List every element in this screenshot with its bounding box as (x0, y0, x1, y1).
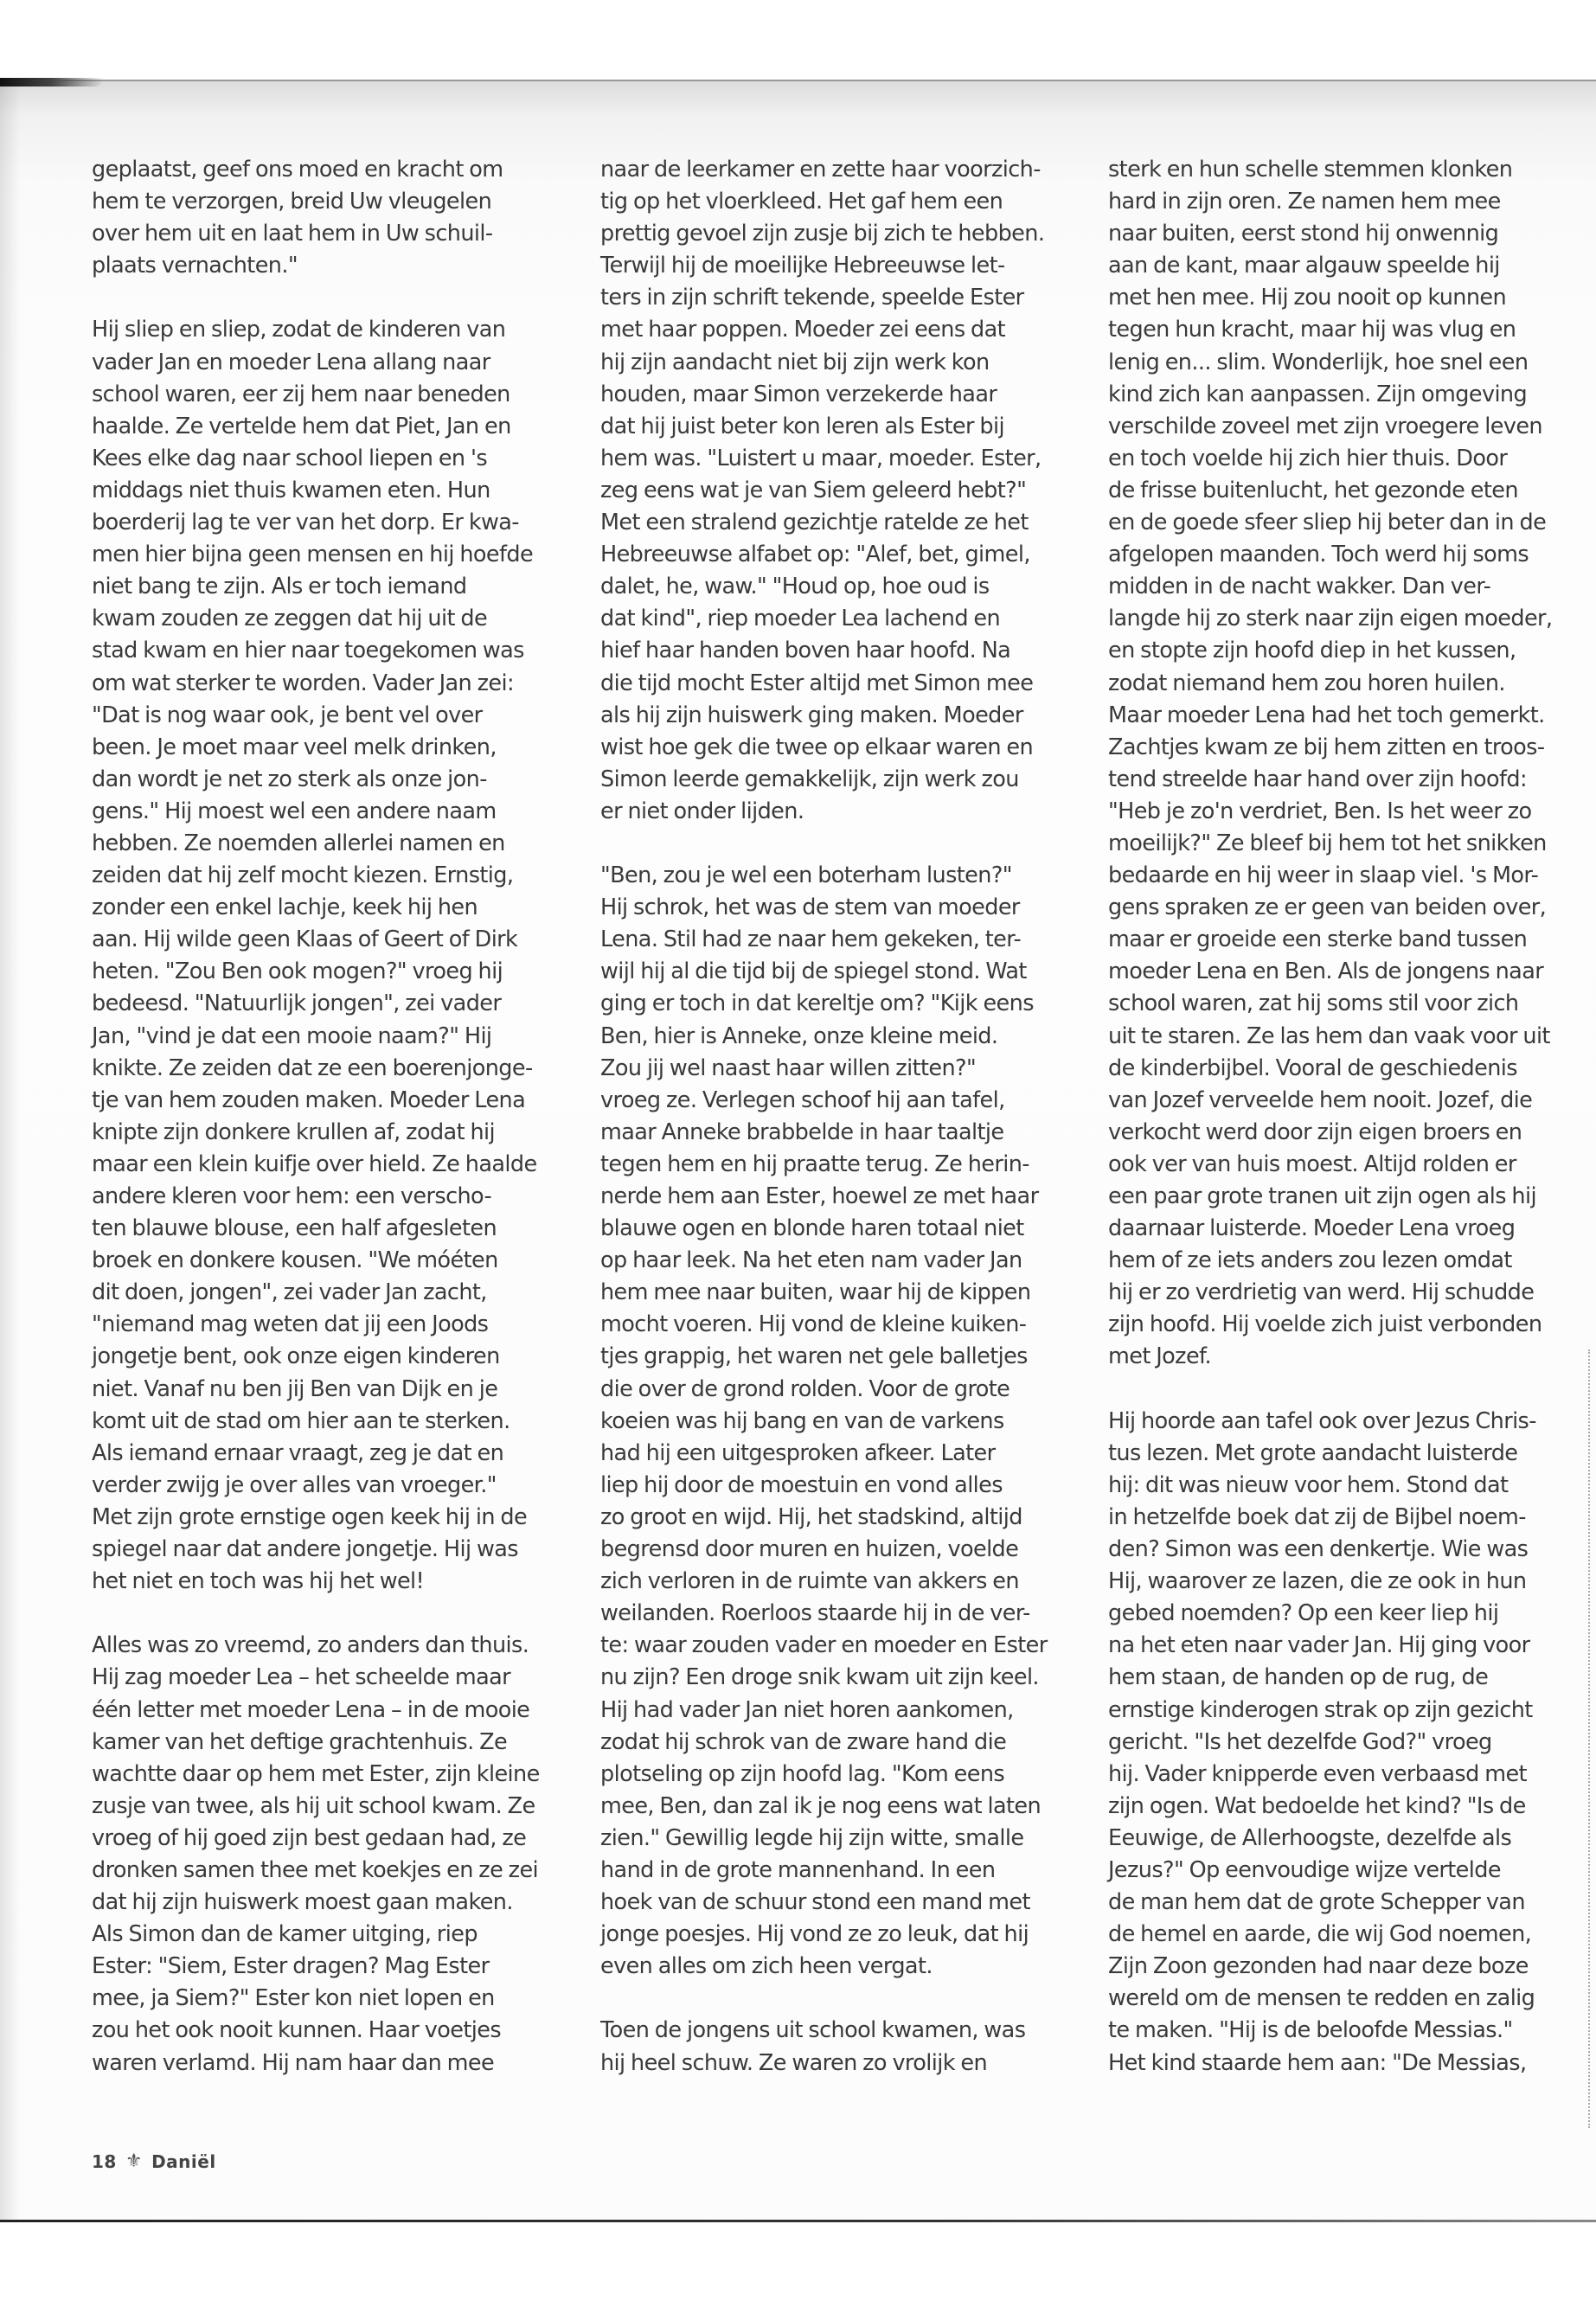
text-line: hem staan, de handen op de rug, de (1108, 1664, 1489, 1691)
text-line: spiegel naar dat andere jongetje. Hij was (92, 1536, 518, 1563)
text-line: mee, ja Siem?" Ester kon niet lopen en (92, 1985, 495, 2012)
text-column-2 (600, 154, 1050, 2080)
text-line: wereld om de mensen te redden en zalig (1108, 1985, 1535, 2012)
page-binding-shadow (0, 80, 21, 2221)
text-line: waren verlamd. Hij nam haar dan mee (92, 2049, 495, 2076)
text-line: zou het ook nooit kunnen. Haar voetjes (92, 2017, 502, 2044)
text-line: komt uit de stad om hier aan te sterken. (92, 1407, 510, 1434)
text-line: Jezus?" Op eenvoudige wijze vertelde (1108, 1856, 1501, 1883)
text-line: weilanden. Roerloos staarde hij in de ver- (600, 1600, 1030, 1627)
text-line: bedeesd. "Natuurlijk jongen", zei vader (92, 990, 502, 1017)
text-line: "Dat is nog waar ook, je bent vel over (92, 702, 483, 728)
text-line: Hij zag moeder Lea – het scheelde maar (92, 1664, 511, 1691)
text-line: geplaatst, geef ons moed en kracht om (92, 157, 503, 183)
text-line: Het kind staarde hem aan: "De Messias, (1108, 2049, 1527, 2076)
text-line: even alles om zich heen vergat. (600, 1953, 933, 1980)
text-line: zonder een enkel lachje, keek hij hen (92, 894, 478, 921)
text-line: verder zwijg je over alles van vroeger." (92, 1471, 497, 1498)
text-line: wachtte daar op hem met Ester, zijn kleine (92, 1760, 540, 1787)
text-line: plaats vernachten." (92, 253, 298, 279)
text-line: Met een stralend gezichtje ratelde ze het (600, 510, 1029, 536)
text-line: moeder Lena en Ben. Als de jongens naar (1108, 958, 1544, 985)
paragraph (92, 154, 542, 282)
text-line: de kinderbijbel. Vooral de geschiedenis (1108, 1054, 1517, 1081)
text-line: Ester: "Siem, Ester dragen? Mag Ester (92, 1953, 490, 1980)
text-line: vader Jan en moeder Lena allang naar (92, 349, 490, 375)
text-line: in hetzelfde boek dat zij de Bijbel noem- (1108, 1503, 1526, 1530)
text-line: dronken samen thee met koekjes en ze zei (92, 1856, 539, 1883)
text-line: bedaarde en hij weer in slaap viel. 's Mor- (1108, 862, 1539, 889)
text-line: gens spraken ze er geen van beiden over, (1108, 894, 1547, 921)
text-line: een paar grote tranen uit zijn ogen als hij (1108, 1183, 1536, 1209)
text-line: hij zijn aandacht niet bij zijn werk kon (600, 349, 990, 375)
text-line: school waren, zat hij soms stil voor zich (1108, 990, 1519, 1017)
text-line: "Ben, zou je wel een boterham lusten?" (600, 862, 1012, 889)
text-line: na het eten naar vader Jan. Hij ging voor (1108, 1632, 1530, 1659)
text-line: zodat niemand hem zou horen huilen. (1108, 670, 1505, 696)
text-line: Terwijl hij de moeilijke Hebreeuwse let- (600, 253, 1005, 279)
paragraph-spacer (1108, 1374, 1558, 1406)
paragraph (600, 2015, 1050, 2079)
text-line: één letter met moeder Lena – in de mooie (92, 1696, 530, 1723)
text-line: knikte. Ze zeiden dat ze een boerenjonge- (92, 1054, 533, 1081)
text-line: niet bang te zijn. Als er toch iemand (92, 574, 467, 600)
text-line: dat hij juist beter kon leren als Ester bij (600, 413, 1004, 439)
text-line: hij er zo verdrietig van werd. Hij schudde (1108, 1279, 1535, 1306)
text-line: aan. Hij wilde geen Klaas of Geert of Dirk (92, 926, 518, 953)
text-line: "Heb je zo'n verdriet, Ben. Is het weer zo (1108, 798, 1532, 824)
text-line: maar Anneke brabbelde in haar taaltje (600, 1118, 1004, 1145)
text-line: ernstige kinderogen strak op zijn gezicht (1108, 1696, 1533, 1723)
text-line: tjes grappig, het waren net gele balletjes (600, 1343, 1028, 1370)
text-line: vroeg of hij goed zijn best gedaan had, ze (92, 1824, 527, 1851)
text-line: hard in zijn oren. Ze namen hem mee (1108, 189, 1501, 215)
text-line: Hij hoorde aan tafel ook over Jezus Chris- (1108, 1407, 1536, 1434)
text-line: school waren, eer zij hem naar beneden (92, 381, 510, 407)
page-right-edge (1588, 1349, 1593, 2128)
text-line: kamer van het deftige grachtenhuis. Ze (92, 1728, 508, 1755)
text-line: de frisse buitenlucht, het gezonde eten (1108, 477, 1518, 503)
text-line: Eeuwige, de Allerhoogste, dezelfde als (1108, 1824, 1512, 1851)
text-line: ten blauwe blouse, een half afgesleten (92, 1215, 497, 1242)
paragraph-spacer (92, 1598, 542, 1630)
text-line: en toch voelde hij zich hier thuis. Door (1108, 445, 1508, 471)
paragraph (1108, 1406, 1558, 2080)
text-line: Ben, hier is Anneke, onze kleine meid. (600, 1022, 998, 1049)
text-line: over hem uit en laat hem in Uw schuil- (92, 221, 493, 247)
text-line: tig op het vloerkleed. Het gaf hem een (600, 189, 1003, 215)
text-line: het niet en toch was hij het wel! (92, 1568, 425, 1595)
text-line: die over de grond rolden. Voor de grote (600, 1375, 1010, 1402)
text-line: en stopte zijn hoofd diep in het kussen, (1108, 638, 1516, 664)
text-line: dat hij zijn huiswerk moest gaan maken. (92, 1889, 513, 1916)
text-line: zijn ogen. Wat bedoelde het kind? "Is de (1108, 1792, 1526, 1819)
text-line: hij. Vader knipperde even verbaasd met (1108, 1760, 1527, 1787)
text-line: daarnaar luisterde. Moeder Lena vroeg (1108, 1215, 1516, 1242)
text-line: dan wordt je net zo sterk als onze jon- (92, 766, 487, 792)
text-line: tus lezen. Met grote aandacht luisterde (1108, 1439, 1518, 1466)
paragraph (1108, 154, 1558, 1374)
text-line: broek en donkere kousen. "We móéten (92, 1247, 498, 1274)
page-corner-edge (0, 78, 104, 87)
text-line: te maken. "Hij is de beloofde Messias." (1108, 2017, 1513, 2044)
text-line: sterk en hun schelle stemmen klonken (1108, 157, 1513, 183)
text-line: zijn hoofd. Hij voelde zich juist verbonden (1108, 1311, 1542, 1338)
text-line: maar een klein kuifje over hield. Ze haalde (92, 1150, 537, 1177)
page-bottom-edge (0, 2220, 1596, 2222)
text-line: en de goede sfeer sliep hij beter dan in de (1108, 510, 1547, 536)
fleur-de-lis-icon: ⚜ (125, 2150, 144, 2172)
text-line: boerderij lag te ver van het dorp. Er kwa- (92, 510, 519, 536)
text-line: tegen hun kracht, maar hij was vlug en (1108, 317, 1516, 343)
text-line: zeg eens wat je van Siem geleerd hebt?" (600, 477, 1027, 503)
text-line: den? Simon was een denkertje. Wie was (1108, 1536, 1529, 1563)
text-line: tend streelde haar hand over zijn hoofd: (1108, 766, 1527, 792)
text-line: Zou jij wel naast haar willen zitten?" (600, 1054, 977, 1081)
text-line: hem te verzorgen, breid Uw vleugelen (92, 189, 492, 215)
text-line: midden in de nacht wakker. Dan ver- (1108, 574, 1491, 600)
text-line: maar er groeide een sterke band tussen (1108, 926, 1528, 953)
text-line: hem was. "Luistert u maar, moeder. Ester, (600, 445, 1042, 471)
text-line: had hij een uitgesproken afkeer. Later (600, 1439, 996, 1466)
text-line: plotseling op zijn hoofd lag. "Kom eens (600, 1760, 1005, 1787)
text-line: kwam zouden ze zeggen dat hij uit de (92, 606, 488, 632)
text-line: mocht voeren. Hij vond de kleine kuiken- (600, 1311, 1027, 1338)
text-line: zusje van twee, als hij uit school kwam. Ze (92, 1792, 535, 1819)
text-line: mee, Ben, dan zal ik je nog eens wat laten (600, 1792, 1042, 1819)
text-line: jongetje bent, ook onze eigen kinderen (92, 1343, 500, 1370)
paragraph (92, 1630, 542, 2079)
text-line: blauwe ogen en blonde haren totaal niet (600, 1215, 1024, 1242)
text-line: niet. Vanaf nu ben jij Ben van Dijk en je (92, 1375, 498, 1402)
text-line: kind zich kan aanpassen. Zijn omgeving (1108, 381, 1528, 407)
text-line: hebben. Ze noemden allerlei namen en (92, 830, 505, 856)
text-line: haalde. Ze vertelde hem dat Piet, Jan en (92, 413, 511, 439)
text-line: met hen mee. Hij zou nooit op kunnen (1108, 285, 1507, 311)
text-line: dalet, he, waw." "Houd op, hoe oud is (600, 574, 990, 600)
text-line: afgelopen maanden. Toch werd hij soms (1108, 542, 1529, 568)
text-line: prettig gevoel zijn zusje bij zich te hebben. (600, 221, 1045, 247)
text-line: om wat sterker te worden. Vader Jan zei: (92, 670, 514, 696)
text-line: zich verloren in de ruimte van akkers en (600, 1568, 1019, 1595)
text-line: begrensd door muren en huizen, voelde (600, 1536, 1019, 1563)
text-line: wist hoe gek die twee op elkaar waren en (600, 734, 1034, 760)
text-line: koeien was hij bang en van de varkens (600, 1407, 1004, 1434)
text-line: hij heel schuw. Ze waren zo vrolijk en (600, 2049, 988, 2076)
text-line: ters in zijn schrift tekende, speelde Ester (600, 285, 1024, 311)
text-line: Zachtjes kwam ze bij hem zitten en troos- (1108, 734, 1545, 760)
text-line: been. Je moet maar veel melk drinken, (92, 734, 497, 760)
text-line: hand in de grote mannenhand. In een (600, 1856, 996, 1883)
text-line: nu zijn? Een droge snik kwam uit zijn keel. (600, 1664, 1039, 1691)
text-line: Kees elke dag naar school liepen en 's (92, 445, 488, 471)
text-column-1 (92, 154, 542, 2080)
text-line: dit doen, jongen", zei vader Jan zacht, (92, 1279, 487, 1306)
text-line: er niet onder lijden. (600, 798, 804, 824)
text-line: met haar poppen. Moeder zei eens dat (600, 317, 1006, 343)
text-line: aan de kant, maar algauw speelde hij (1108, 253, 1500, 279)
text-line: Hij schrok, het was de stem van moeder (600, 894, 1020, 921)
paragraph (92, 314, 542, 1598)
page-footer (92, 2150, 216, 2172)
text-line: nerde hem aan Ester, hoewel ze met haar (600, 1183, 1039, 1209)
text-line: knipte zijn donkere krullen af, zodat hij (92, 1118, 496, 1145)
text-line: tegen hem en hij praatte terug. Ze herin- (600, 1150, 1029, 1177)
text-line: stad kwam en hier naar toegekomen was (92, 638, 524, 664)
text-line: verschilde zoveel met zijn vroegere leven (1108, 413, 1542, 439)
text-line: Simon leerde gemakkelijk, zijn werk zou (600, 766, 1019, 792)
text-line: zodat hij schrok van de zware hand die (600, 1728, 1007, 1755)
text-line: Als Simon dan de kamer uitging, riep (92, 1921, 478, 1948)
paragraph (600, 154, 1050, 828)
text-line: Toen de jongens uit school kwamen, was (600, 2017, 1026, 2044)
text-line: de hemel en aarde, die wij God noemen, (1108, 1921, 1532, 1948)
text-line: jonge poesjes. Hij vond ze zo leuk, dat hij (600, 1921, 1029, 1948)
text-line: wijl hij al die tijd bij de spiegel stond. Wat (600, 958, 1027, 985)
text-line: hij: dit was nieuw voor hem. Stond dat (1108, 1471, 1509, 1498)
text-line: hief haar handen boven haar hoofd. Na (600, 638, 1011, 664)
paragraph (600, 860, 1050, 1983)
text-column-3 (1108, 154, 1558, 2080)
text-line: ook ver van huis moest. Altijd rolden er (1108, 1150, 1516, 1177)
text-line: die tijd mocht Ester altijd met Simon mee (600, 670, 1034, 696)
text-line: verkocht werd door zijn eigen broers en (1108, 1118, 1522, 1145)
text-line: Lena. Stil had ze naar hem gekeken, ter- (600, 926, 1022, 953)
text-line: als hij zijn huiswerk ging maken. Moeder (600, 702, 1023, 728)
text-line: Als iemand ernaar vraagt, zeg je dat en (92, 1439, 504, 1466)
text-line: hem mee naar buiten, waar hij de kippen (600, 1279, 1031, 1306)
text-line: naar de leerkamer en zette haar voorzich- (600, 157, 1041, 183)
paragraph-spacer (600, 828, 1050, 860)
text-line: op haar leek. Na het eten nam vader Jan (600, 1247, 1022, 1274)
text-line: langde hij zo sterk naar zijn eigen moeder, (1108, 606, 1553, 632)
text-line: zeiden dat hij zelf mocht kiezen. Ernstig, (92, 862, 514, 889)
text-line: men hier bijna geen mensen en hij hoefde (92, 542, 534, 568)
text-line: heten. "Zou Ben ook mogen?" vroeg hij (92, 958, 503, 985)
paragraph-spacer (600, 1983, 1050, 2015)
text-line: Zijn Zoon gezonden had naar deze boze (1108, 1953, 1529, 1980)
text-line: houden, maar Simon verzekerde haar (600, 381, 997, 407)
text-line: te: waar zouden vader en moeder en Ester (600, 1632, 1048, 1659)
text-line: ging er toch in dat kereltje om? "Kijk eens (600, 990, 1034, 1017)
text-line: Hij sliep en sliep, zodat de kinderen van (92, 317, 506, 343)
text-line: moeilijk?" Ze bleef bij hem tot het snikken (1108, 830, 1547, 856)
text-line: de man hem dat de grote Schepper van (1108, 1889, 1525, 1916)
text-line: Alles was zo vreemd, zo anders dan thuis. (92, 1632, 529, 1659)
text-line: "niemand mag weten dat jij een Joods (92, 1311, 489, 1338)
text-line: Met zijn grote ernstige ogen keek hij in de (92, 1503, 528, 1530)
text-line: gens." Hij moest wel een andere naam (92, 798, 497, 824)
text-line: Hij had vader Jan niet horen aankomen, (600, 1696, 1014, 1723)
text-line: gebed noemden? Op een keer liep hij (1108, 1600, 1499, 1627)
text-line: Maar moeder Lena had het toch gemerkt. (1108, 702, 1545, 728)
text-line: hoek van de schuur stond een mand met (600, 1889, 1030, 1916)
text-line: met Jozef. (1108, 1343, 1212, 1370)
text-line: zien." Gewillig legde hij zijn witte, smalle (600, 1824, 1024, 1851)
text-line: tje van hem zouden maken. Moeder Lena (92, 1086, 526, 1113)
text-line: dat kind", riep moeder Lea lachend en (600, 606, 1001, 632)
text-line: lenig en... slim. Wonderlijk, hoe snel een (1108, 349, 1529, 375)
text-line: Jan, "vind je dat een mooie naam?" Hij (92, 1022, 492, 1049)
page-number: 18 (92, 2150, 117, 2172)
text-line: zo groot en wijd. Hij, het stadskind, altijd (600, 1503, 1022, 1530)
text-line: van Jozef verveelde hem nooit. Jozef, die (1108, 1086, 1533, 1113)
text-line: naar buiten, eerst stond hij onwennig (1108, 221, 1499, 247)
text-line: uit te staren. Ze las hem dan vaak voor uit (1108, 1022, 1550, 1049)
text-line: hem of ze iets anders zou lezen omdat (1108, 1247, 1512, 1274)
text-line: gericht. "Is het dezelfde God?" vroeg (1108, 1728, 1492, 1755)
text-line: Hebreeuwse alfabet op: "Alef, bet, gimel, (600, 542, 1030, 568)
text-line: middags niet thuis kwamen eten. Hun (92, 477, 490, 503)
magazine-name: Daniël (151, 2150, 216, 2172)
text-line: Hij, waarover ze lazen, die ze ook in hun (1108, 1568, 1527, 1595)
text-line: liep hij door de moestuin en vond alles (600, 1471, 1003, 1498)
text-line: vroeg ze. Verlegen schoof hij aan tafel, (600, 1086, 1005, 1113)
text-line: andere kleren voor hem: een verscho- (92, 1183, 492, 1209)
paragraph-spacer (92, 282, 542, 314)
